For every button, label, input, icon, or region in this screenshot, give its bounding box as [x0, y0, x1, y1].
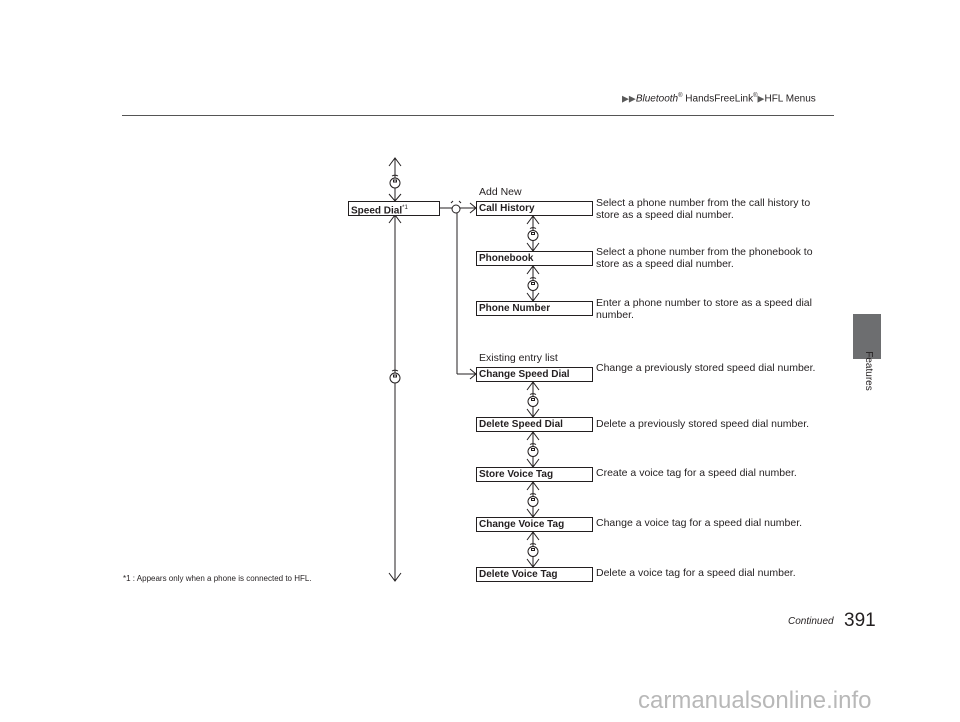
delete-speed-dial-menu-item[interactable]: Delete Speed Dial [476, 417, 593, 432]
breadcrumb-bluetooth: Bluetooth [635, 93, 679, 105]
phone-number-description: Enter a phone number to store as a speed dial number. [596, 297, 812, 321]
change-speed-dial-menu-item[interactable]: Change Speed Dial [476, 367, 593, 382]
call-history-menu-item[interactable]: Call History [476, 201, 593, 216]
store-voice-tag-description: Create a voice tag for a speed dial number. [596, 467, 797, 479]
footnote: *1 : Appears only when a phone is connected to HFL. [123, 574, 312, 583]
change-voice-tag-menu-item[interactable]: Change Voice Tag [476, 517, 593, 532]
interface-dial-icon [451, 201, 461, 213]
breadcrumb-arrow-icon: ▶ [757, 93, 765, 104]
delete-voice-tag-menu-item[interactable]: Delete Voice Tag [476, 567, 593, 582]
breadcrumb-hfl-menus: HFL Menus [764, 93, 816, 105]
existing-entry-label: Existing entry list [479, 352, 558, 364]
footnote-marker: *1 [402, 205, 408, 211]
add-new-label: Add New [479, 186, 522, 198]
registered-mark: ® [753, 93, 758, 99]
store-voice-tag-menu-item[interactable]: Store Voice Tag [476, 467, 593, 482]
breadcrumb-hfl: HandsFreeLink [682, 93, 754, 105]
section-tab-label: Features [863, 351, 874, 391]
change-speed-dial-description: Change a previously stored speed dial number. [596, 362, 816, 374]
delete-speed-dial-description: Delete a previously stored speed dial number. [596, 418, 810, 430]
phone-number-menu-item[interactable]: Phone Number [476, 301, 593, 316]
phonebook-menu-item[interactable]: Phonebook [476, 251, 593, 266]
breadcrumb-arrow-icon: ▶▶ [622, 93, 636, 104]
page-number: 391 [844, 610, 876, 631]
change-voice-tag-description: Change a voice tag for a speed dial number. [596, 517, 803, 529]
speed-dial-menu[interactable] [348, 201, 440, 216]
speed-dial-label: Speed Dial [351, 205, 403, 217]
registered-mark: ® [678, 93, 683, 99]
phonebook-description: Select a phone number from the phonebook to store as a speed dial number. [596, 246, 813, 270]
watermark: carmanualsonline.info [638, 687, 872, 714]
call-history-description: Select a phone number from the call history to store as a speed dial number. [596, 197, 811, 221]
continued-label: Continued [788, 616, 834, 627]
delete-voice-tag-description: Delete a voice tag for a speed dial number. [596, 567, 796, 579]
